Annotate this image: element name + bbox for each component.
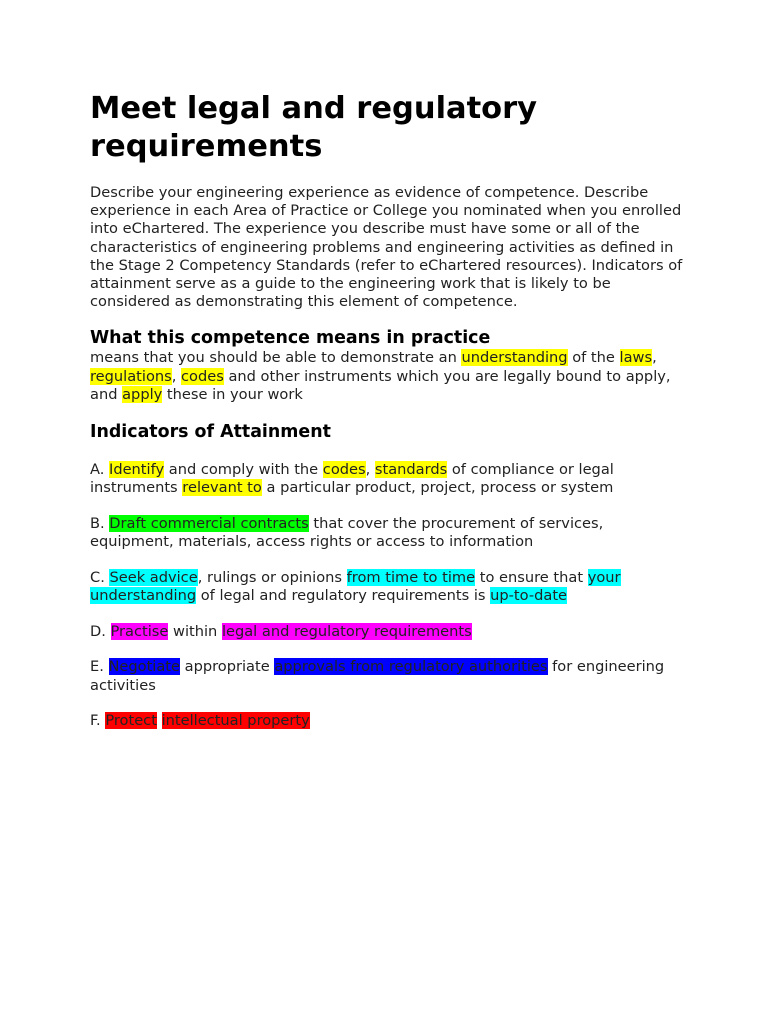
indicator-f	[90, 712, 690, 730]
highlight-up-to-date: up-to-date	[490, 587, 568, 605]
indicator-b-text-1: that cover the procurement of services, equipment, materials, access rights or access to information	[90, 514, 604, 551]
highlight-apply: apply	[122, 385, 163, 403]
indicator-a-text-3: of compliance or legal instruments	[90, 461, 614, 497]
highlight-negotiate: Negotiate	[108, 658, 181, 676]
highlight-from-time-to-time: from time to time	[346, 568, 476, 586]
intro-paragraph: Describe your engineering experience as evidence of competence. Describe experience in each Area of Practice or College you nominated when you enrolled into eChartered. The experience you describe must have some or all of the characteristics of engineering problems and engineering activities as defined in the Stage 2 Competency Standards (refer to eChartered resources). Indicators of attainment serve as a guide to the engineering work that is likely to be considered as demonstrating this element of competence.	[90, 184, 683, 311]
indicator-e	[90, 658, 690, 694]
practice-text-6: these in your work	[162, 385, 303, 403]
highlight-your-understanding: your understanding	[90, 568, 621, 605]
practice-text-5: and other instruments which you are legally bound to apply, and	[90, 367, 671, 403]
highlight-codes: codes	[322, 461, 366, 479]
highlight-practise: Practise	[110, 622, 169, 640]
practice-paragraph	[90, 349, 690, 404]
practice-text-3: ,	[652, 349, 657, 367]
indicator-b-letter: B.	[90, 514, 110, 532]
highlight-understanding: understanding	[461, 349, 568, 367]
indicator-f-text-1	[157, 712, 162, 729]
highlight-draft-commercial-contracts: Draft commercial contracts	[109, 514, 309, 532]
indicator-a-text-1: and comply with the	[164, 461, 323, 479]
highlight-standards: standards	[374, 461, 448, 479]
practice-text-2: of the	[567, 349, 620, 367]
indicator-a	[90, 461, 690, 497]
indicator-c-text-2: to ensure that	[475, 568, 588, 586]
highlight-protect: Protect	[105, 712, 157, 730]
highlight-intellectual-property: intellectual property	[161, 712, 310, 730]
highlight-regulations: regulations	[90, 367, 172, 385]
indicator-e-text-1: appropriate	[180, 658, 275, 676]
document-page	[90, 90, 690, 731]
indicator-f-letter: F.	[90, 712, 106, 730]
indicator-a-text-4: a particular product, project, process or system	[261, 479, 614, 497]
practice-text-4: ,	[171, 367, 182, 385]
highlight-identify: Identify	[109, 461, 165, 479]
practice-heading: What this competence means in practice	[90, 328, 491, 349]
indicator-c-text-1: , rulings or opinions	[197, 568, 347, 586]
highlight-approvals-from-regulatory-authorities: approvals from regulatory authorities	[274, 658, 548, 676]
highlight-seek-advice: Seek advice	[109, 568, 198, 586]
indicator-d-letter: D.	[90, 622, 111, 640]
highlight-relevant-to: relevant to	[182, 479, 262, 497]
indicator-d	[90, 623, 690, 641]
highlight-codes: codes	[181, 367, 224, 385]
indicator-a-text-2: ,	[365, 461, 375, 479]
indicator-c-text-3: of legal and regulatory requirements is	[196, 587, 491, 605]
highlight-laws: laws	[619, 349, 653, 367]
indicator-e-letter: E.	[90, 658, 109, 676]
indicator-b	[90, 515, 690, 551]
indicators-heading: Indicators of Attainment	[90, 422, 331, 443]
indicator-c	[90, 569, 690, 605]
practice-text-1: means that you should be able to demonstrate an	[90, 349, 462, 367]
indicator-e-text-2: for engineering activities	[90, 658, 665, 694]
indicator-c-letter: C.	[90, 568, 110, 586]
page-title: Meet legal and regulatory requirements	[90, 91, 538, 164]
indicator-d-text-1: within	[168, 622, 222, 640]
indicator-a-letter: A.	[90, 461, 110, 479]
highlight-legal-and-regulatory-requirements: legal and regulatory requirements	[221, 622, 472, 640]
